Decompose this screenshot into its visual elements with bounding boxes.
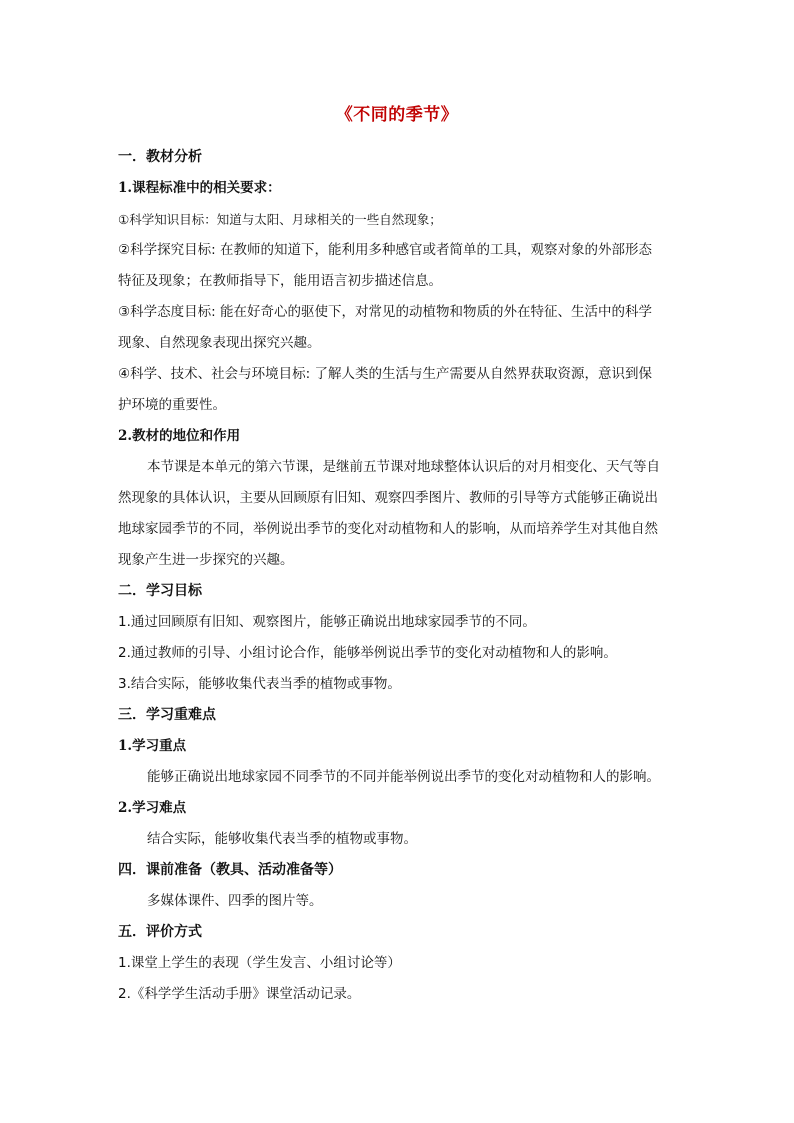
section-heading: 三．学习重难点 <box>118 707 216 723</box>
paragraph-line: 能够正确说出地球家园不同季节的不同并能举例说出季节的变化对动植物和人的影响。 <box>147 769 660 785</box>
paragraph-line: 护环境的重要性。 <box>118 397 226 413</box>
paragraph-line: 3.结合实际，能够收集代表当季的植物或事物。 <box>118 676 401 692</box>
paragraph-line: 特征及现象；在教师指导下，能用语言初步描述信息。 <box>118 273 442 289</box>
paragraph-line: 结合实际，能够收集代表当季的植物或事物。 <box>147 831 417 847</box>
document-title: 《不同的季节》 <box>335 105 459 125</box>
paragraph-line: 现象产生进一步探究的兴趣。 <box>118 552 294 568</box>
paragraph-line: 现象、自然现象表现出探究兴趣。 <box>118 335 321 351</box>
subsection-heading: 1.学习重点 <box>118 738 187 754</box>
paragraph-line: 1.通过回顾原有旧知、观察图片，能够正确说出地球家园季节的不同。 <box>118 614 536 630</box>
paragraph-line: 本节课是本单元的第六节课，是继前五节课对地球整体认识后的对月相变化、天气等自 <box>147 459 660 475</box>
paragraph-line: ④科学、技术、社会与环境目标: 了解人类的生活与生产需要从自然界获取资源，意识到保 <box>118 366 652 382</box>
paragraph-line: ②科学探究目标: 在教师的知道下，能利用多种感官或者简单的工具，观察对象的外部形态 <box>118 242 652 258</box>
paragraph-line: 然现象的具体认识，主要从回顾原有旧知、观察四季图片、教师的引导等方式能够正确说出 <box>118 490 658 506</box>
section-heading: 五．评价方式 <box>118 924 202 940</box>
document-body <box>118 142 680 1010</box>
paragraph-line: ③科学态度目标: 能在好奇心的驱使下，对常见的动植物和物质的外在特征、生活中的科学 <box>118 304 652 320</box>
paragraph-line: 1.课堂上学生的表现（学生发言、小组讨论等） <box>118 955 401 971</box>
paragraph-line: 2.《科学学生活动手册》课堂活动记录。 <box>118 986 361 1002</box>
paragraph-line: 多媒体课件、四季的图片等。 <box>147 893 323 909</box>
paragraph-line: 地球家园季节的不同，举例说出季节的变化对动植物和人的影响，从而培养学生对其他自然 <box>118 521 658 537</box>
paragraph-line: 2.通过教师的引导、小组讨论合作，能够举例说出季节的变化对动植物和人的影响。 <box>118 645 617 661</box>
section-heading: 四．课前准备（教具、活动准备等） <box>118 862 342 878</box>
subsection-heading: 2.教材的地位和作用 <box>118 428 241 444</box>
subsection-heading: 1.课程标准中的相关要求： <box>118 180 281 196</box>
section-heading: 二．学习目标 <box>118 583 202 599</box>
section-heading: 一．教材分析 <box>118 149 202 165</box>
paragraph-line: ①科学知识目标：知道与太阳、月球相关的一些自然现象； <box>118 212 442 227</box>
subsection-heading: 2.学习难点 <box>118 800 187 816</box>
